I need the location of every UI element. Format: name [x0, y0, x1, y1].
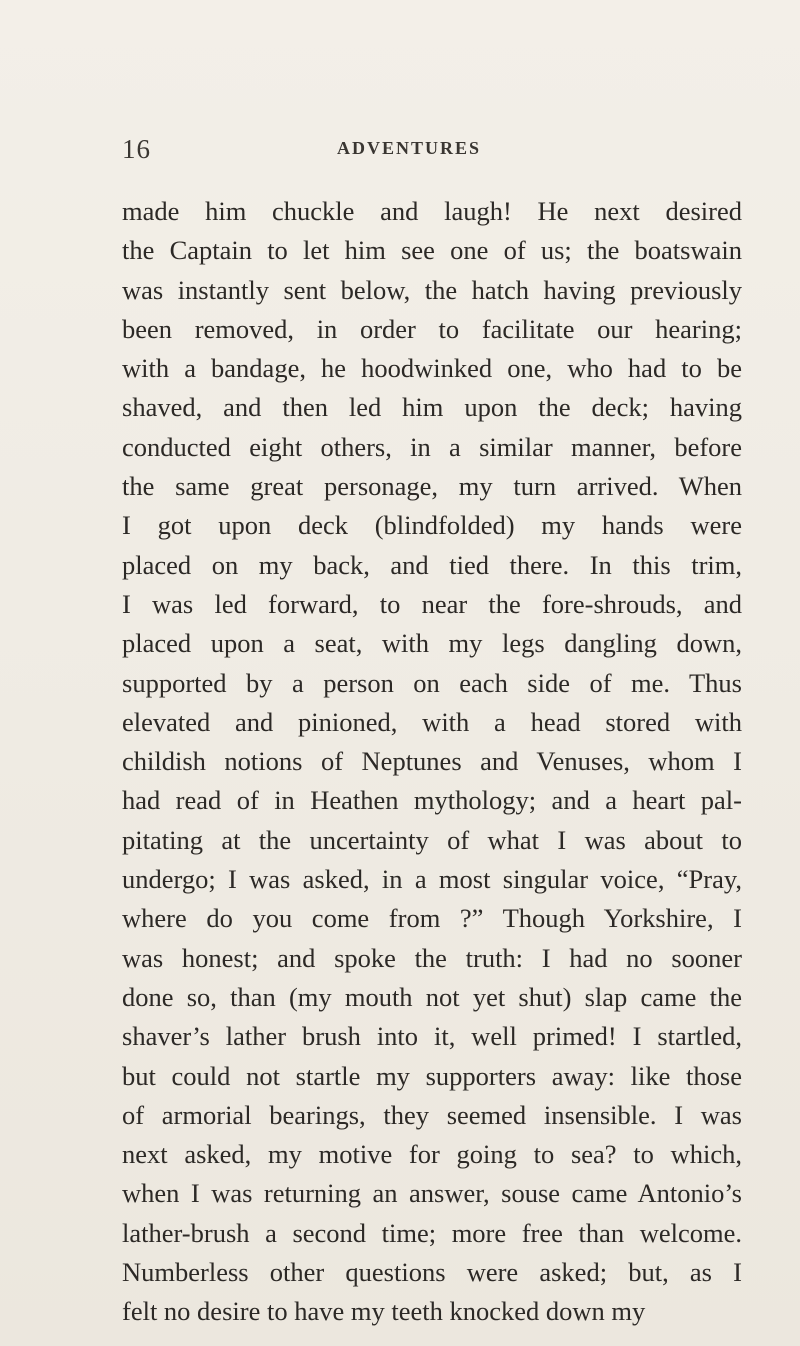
- text-line: placed upon a seat, with my legs dangling down,: [122, 628, 742, 659]
- text-line: had read of in Heathen mythology; and a heart pal-: [122, 785, 742, 816]
- page-header: [122, 134, 682, 174]
- text-line: shaver’s lather brush into it, well primed! I startled,: [122, 1021, 742, 1052]
- text-line: supported by a person on each side of me. Thus: [122, 667, 742, 698]
- text-line: made him chuckle and laugh! He next desired: [122, 196, 742, 226]
- text-line: Numberless other questions were asked; but, as I: [122, 1257, 742, 1288]
- text-line: of armorial bearings, they seemed insensible. I was: [122, 1099, 742, 1130]
- text-line: conducted eight others, in a similar manner, before: [122, 431, 742, 462]
- text-line: shaved, and then led him upon the deck; having: [122, 392, 742, 423]
- text-line: undergo; I was asked, in a most singular voice, “Pray,: [122, 864, 742, 895]
- text-line: when I was returning an answer, souse came Antonio’s: [122, 1178, 742, 1209]
- text-line: the same great personage, my turn arrived. When: [122, 471, 742, 502]
- text-line: was honest; and spoke the truth: I had no sooner: [122, 942, 742, 973]
- text-line: with a bandage, he hoodwinked one, who had to be: [122, 353, 742, 384]
- text-line: I was led forward, to near the fore-shrouds, and: [122, 588, 742, 619]
- text-line: elevated and pinioned, with a head stored with: [122, 706, 742, 737]
- running-head: ADVENTURES: [337, 138, 482, 158]
- body-text: [122, 192, 742, 1332]
- text-line: the Captain to let him see one of us; the boatswain: [122, 235, 742, 266]
- text-line: but could not startle my supporters away: like those: [122, 1060, 742, 1091]
- text-line: been removed, in order to facilitate our hearing;: [122, 313, 742, 344]
- text-line: I got upon deck (blindfolded) my hands were: [122, 510, 742, 541]
- text-line: next asked, my motive for going to sea? to which,: [122, 1139, 742, 1170]
- text-line: lather-brush a second time; more free than welcome.: [122, 1217, 742, 1248]
- text-line: felt no desire to have my teeth knocked down my: [122, 1296, 646, 1327]
- text-line: where do you come from ?” Though Yorkshire, I: [122, 903, 742, 934]
- text-line: placed on my back, and tied there. In this trim,: [122, 549, 742, 580]
- text-line: pitating at the uncertainty of what I was about to: [122, 824, 742, 855]
- text-line: childish notions of Neptunes and Venuses, whom I: [122, 746, 742, 777]
- text-line: done so, than (my mouth not yet shut) slap came the: [122, 981, 742, 1012]
- page-number: 16: [122, 134, 151, 164]
- text-line: was instantly sent below, the hatch having previously: [122, 274, 742, 305]
